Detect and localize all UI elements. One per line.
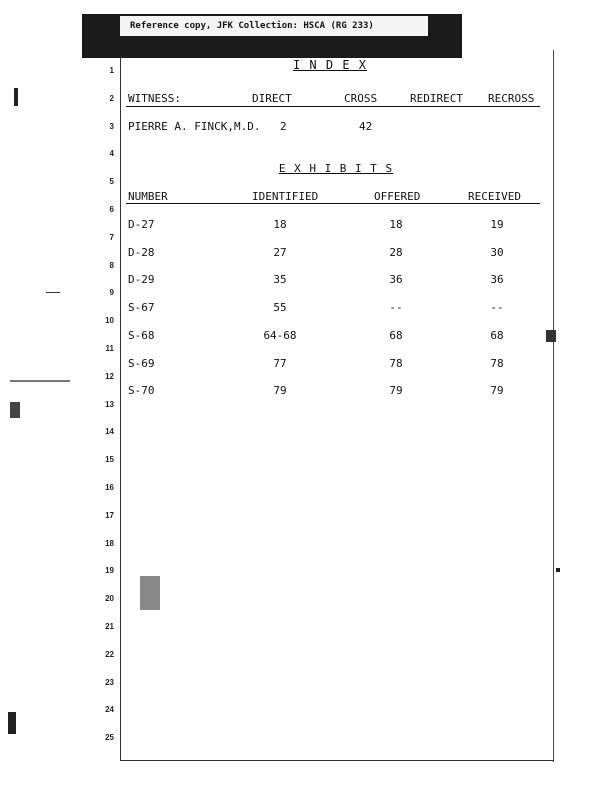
line-number: 9 xyxy=(109,288,114,298)
received-page: 79 xyxy=(490,384,504,398)
line-number: 2 xyxy=(109,93,114,103)
offered-header: OFFERED xyxy=(374,190,421,203)
line-number: 1 xyxy=(109,66,114,75)
number-header: NUMBER xyxy=(128,190,168,203)
right-margin-rule xyxy=(553,50,554,762)
line-number: 24 xyxy=(105,705,114,715)
scan-mark xyxy=(8,712,16,734)
offered-page: 68 xyxy=(389,328,403,342)
line-number: 5 xyxy=(109,177,114,187)
scan-mark xyxy=(10,380,70,382)
exhibit-number: S-70 xyxy=(128,384,155,398)
offered-page: 79 xyxy=(389,384,403,398)
exhibit-number: D-27 xyxy=(128,218,155,231)
line-number: 20 xyxy=(105,594,114,604)
received-page: -- xyxy=(490,301,504,315)
identified-page: 55 xyxy=(273,301,287,315)
direct-header: DIRECT xyxy=(252,92,292,105)
exhibit-number: S-68 xyxy=(128,328,155,342)
offered-page: 78 xyxy=(389,356,403,370)
exhibits-title: E X H I B I T S xyxy=(278,162,394,175)
witness-header-rule xyxy=(126,106,540,107)
received-header: RECEIVED xyxy=(468,190,521,203)
line-number: 10 xyxy=(105,316,114,326)
witness-direct-page: 2 xyxy=(280,120,287,133)
identified-page: 35 xyxy=(273,273,287,287)
exhibit-number: D-28 xyxy=(128,245,155,259)
line-number: 7 xyxy=(109,232,114,242)
index-title: I N D E X xyxy=(292,58,368,72)
line-number: 13 xyxy=(105,399,114,409)
line-number: 17 xyxy=(105,510,114,520)
scan-mark xyxy=(140,576,160,610)
line-number: 19 xyxy=(105,566,114,576)
line-number: 4 xyxy=(109,149,114,159)
exhibit-number: S-69 xyxy=(128,356,155,370)
line-number: 3 xyxy=(109,121,114,131)
scan-mark xyxy=(14,88,18,106)
received-page: 78 xyxy=(490,356,504,370)
received-page: 19 xyxy=(490,218,504,231)
reference-copy-label: Reference copy, JFK Collection: HSCA (RG 233) xyxy=(120,16,428,36)
received-page: 68 xyxy=(490,328,504,342)
witness-cross-page: 42 xyxy=(359,120,373,133)
line-number: 15 xyxy=(105,455,114,465)
identified-page: 18 xyxy=(273,218,287,231)
witness-name: PIERRE A. FINCK,M.D. xyxy=(128,120,261,133)
line-number: 22 xyxy=(105,649,114,659)
identified-page: 27 xyxy=(273,245,287,259)
identified-header: IDENTIFIED xyxy=(252,190,319,203)
scan-mark xyxy=(546,330,556,342)
line-number: 11 xyxy=(105,344,114,353)
received-page: 30 xyxy=(490,245,504,259)
witness-header: WITNESS: xyxy=(128,92,181,105)
line-number: 25 xyxy=(105,733,114,743)
exhibits-header-rule xyxy=(126,203,540,204)
offered-page: -- xyxy=(389,301,403,315)
offered-page: 18 xyxy=(389,218,403,231)
identified-page: 77 xyxy=(273,356,287,370)
line-number: 8 xyxy=(109,260,114,270)
scan-mark xyxy=(556,568,560,572)
line-number: 14 xyxy=(105,427,114,437)
scan-mark xyxy=(46,292,60,293)
exhibit-number: S-67 xyxy=(128,301,155,315)
line-number: 21 xyxy=(105,622,114,631)
offered-page: 36 xyxy=(389,273,403,287)
redirect-header: REDIRECT xyxy=(410,92,463,105)
line-number: 6 xyxy=(109,205,114,214)
line-number: 23 xyxy=(105,677,114,687)
identified-page: 79 xyxy=(273,384,287,398)
scan-mark xyxy=(10,402,20,418)
line-number: 16 xyxy=(105,483,114,492)
line-number: 18 xyxy=(105,538,114,548)
received-page: 36 xyxy=(490,273,504,287)
offered-page: 28 xyxy=(389,245,403,259)
cross-header: CROSS xyxy=(344,92,378,105)
line-number: 12 xyxy=(105,371,114,381)
bottom-rule xyxy=(120,760,554,761)
identified-page: 64-68 xyxy=(263,328,297,342)
recross-header: RECROSS xyxy=(488,92,535,105)
exhibit-number: D-29 xyxy=(128,273,155,287)
left-margin-rule xyxy=(120,56,121,761)
